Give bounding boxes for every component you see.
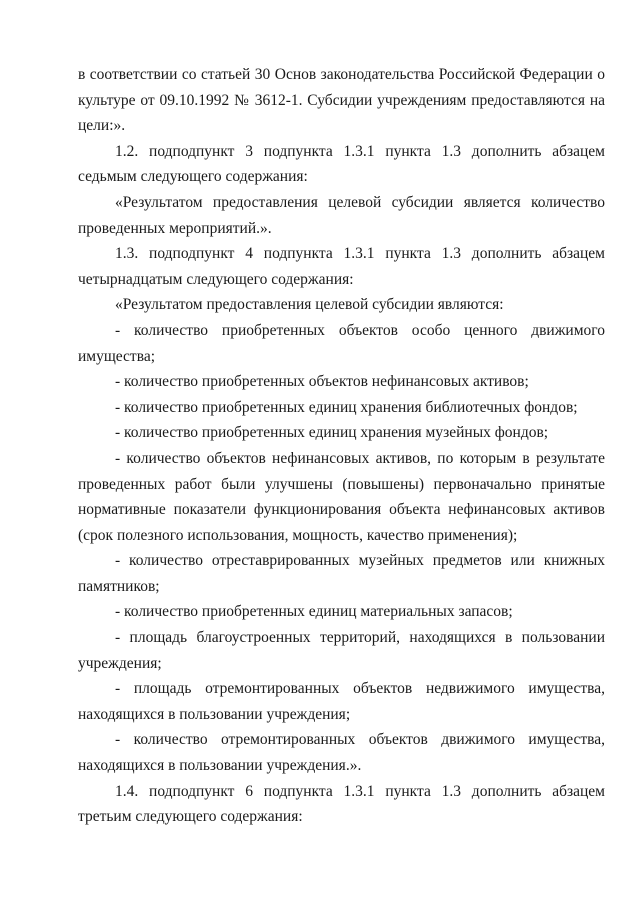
paragraph-intro-continuation: в соответствии со статьей 30 Основ законодательства Российской Федерации о культуре от 09.10.1992 № 3612-1. Субсидии учреждениям предоставляются на цели:».	[78, 66, 605, 135]
list-item-library-funds: - количество приобретенных единиц хранения библиотечных фондов;	[115, 398, 578, 416]
list-item-repaired-movable-property: - количество отремонтированных объектов движимого имущества, находящихся в пользовании учреждения.».	[78, 731, 605, 775]
paragraph-result-events: «Результатом предоставления целевой субсидии является количество проведенных мероприятий.».	[78, 193, 605, 237]
list-item-valuable-property: - количество приобретенных объектов особо ценного движимого имущества;	[78, 321, 605, 365]
paragraph-amendment-1-2: 1.2. подподпункт 3 подпункта 1.3.1 пункта 1.3 дополнить абзацем седьмым следующего содержания:	[78, 142, 605, 186]
list-item-improved-assets: - количество объектов нефинансовых активов, по которым в результате проведенных работ были улучшены (повышены) первоначально принятые нормативные показатели функционирования объекта нефинансовых активов (срок полезного использования, мощность, качество применения);	[78, 449, 605, 544]
paragraph-amendment-1-3: 1.3. подподпункт 4 подпункта 1.3.1 пункта 1.3 дополнить абзацем четырнадцатым следующего содержания:	[78, 245, 605, 288]
list-item-museum-funds: - количество приобретенных единиц хранения музейных фондов;	[115, 424, 549, 442]
list-item-nonfinancial-assets: - количество приобретенных объектов нефинансовых активов;	[115, 373, 529, 391]
paragraph-amendment-1-4: 1.4. подподпункт 6 подпункта 1.3.1 пункта 1.3 дополнить абзацем третьим следующего содержания:	[78, 782, 605, 826]
paragraph-results-intro: «Результатом предоставления целевой субсидии являются:	[115, 296, 504, 314]
document-body	[78, 62, 605, 830]
list-item-restored-items: - количество отреставрированных музейных предметов или книжных памятников;	[78, 552, 605, 595]
list-item-landscaped-area: - площадь благоустроенных территорий, находящихся в пользовании учреждения;	[78, 629, 605, 672]
list-item-repaired-real-estate: - площадь отремонтированных объектов недвижимого имущества, находящихся в пользовании учреждения;	[78, 680, 605, 723]
list-item-material-reserves: - количество приобретенных единиц материальных запасов;	[115, 603, 513, 621]
